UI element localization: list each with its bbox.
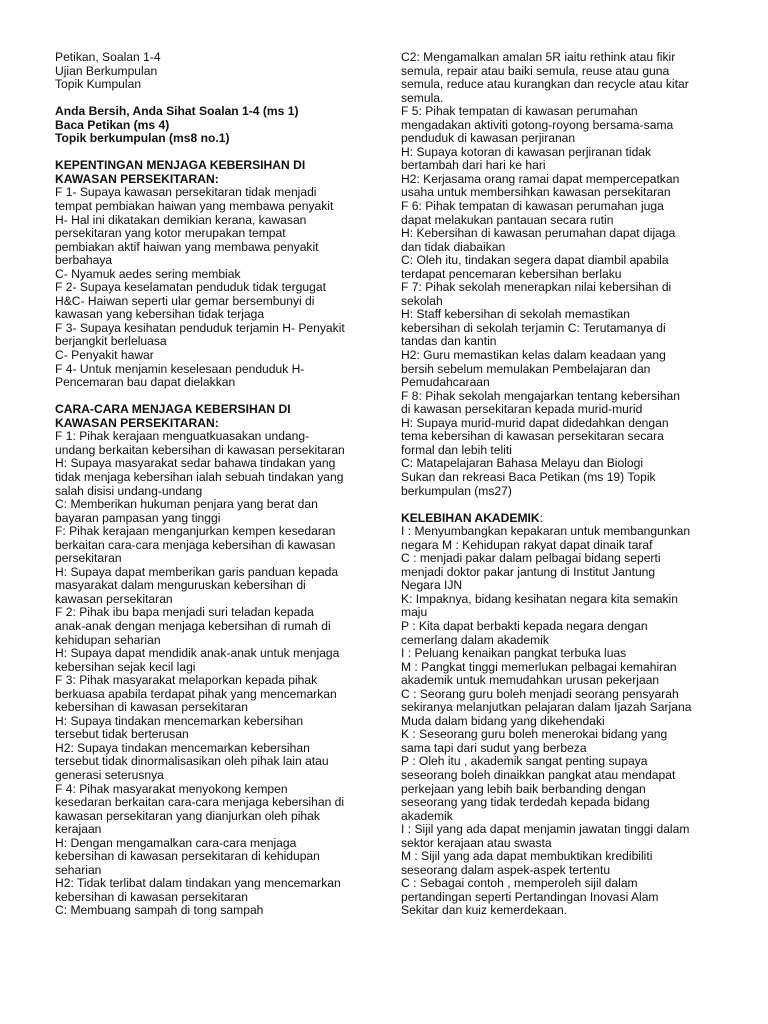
text-line: [401, 810, 743, 824]
text-line: [55, 457, 373, 471]
line-text: berkaitan cara-cara menjaga kebersihan di kawasan: [55, 537, 336, 552]
line-text: Anda Bersih, Anda Sihat Soalan 1-4 (ms 1): [55, 104, 299, 119]
text-line: [55, 701, 373, 715]
text-line: [55, 335, 373, 349]
line-text: sama tapi dari sudut yang berbeza: [401, 740, 587, 755]
text-line: [55, 51, 373, 65]
line-text: H: Kebersihan di kawasan perumahan dapat dijaga: [401, 226, 676, 241]
text-line: [401, 647, 743, 661]
line-text: M : Pangkat tinggi memerlukan pelbagai kemahiran: [401, 659, 677, 674]
line-text: F 3: Pihak masyarakat melaporkan kepada pihak: [55, 673, 318, 688]
line-text: undang berkaitan kebersihan di kawasan persekitaran: [55, 442, 345, 457]
right-column: [401, 51, 743, 918]
line-text: Sekitar dan kuiz kemerdekaan.: [401, 903, 568, 918]
line-text: F 1- Supaya kawasan persekitaran tidak menjadi: [55, 185, 317, 200]
line-text: H- Hal ini dikatakan demikian kerana, kawasan: [55, 212, 307, 227]
text-line: [401, 796, 743, 810]
line-text: sekiranya melanjutkan pelajaran dalam Ijazah Sarjana: [401, 700, 692, 715]
text-line: [401, 539, 743, 553]
line-text: pertandingan seperti Pertandingan Inovasi Alam: [401, 889, 659, 904]
paragraph-spacer: [401, 498, 743, 512]
text-line: [401, 823, 743, 837]
line-text: Muda dalam bidang yang dikehendaki: [401, 713, 605, 728]
text-line: [401, 715, 743, 729]
text-line: [55, 471, 373, 485]
line-text: terdapat pencemaran kebersihan berlaku: [401, 266, 622, 281]
text-line: [401, 661, 743, 675]
text-line: [401, 65, 743, 79]
text-line: [55, 593, 373, 607]
line-text: Sukan dan rekreasi Baca Petikan (ms 19) Topik: [401, 469, 656, 484]
text-line: [401, 485, 743, 499]
text-line: [55, 186, 373, 200]
text-line: [401, 688, 743, 702]
line-text: M : Sijil yang ada dapat membuktikan kredibiliti: [401, 849, 653, 864]
text-line: [55, 850, 373, 864]
text-line: [55, 769, 373, 783]
line-text: kesedaran berkaitan cara-cara menjaga kebersihan di: [55, 795, 345, 810]
line-text: H: Supaya tindakan mencemarkan kebersihan: [55, 713, 304, 728]
line-text: H: Supaya kotoran di kawasan perjiranan tidak: [401, 144, 652, 159]
line-text: maju: [401, 605, 428, 620]
line-text: K : Seseorang guru boleh menerokai bidang yang: [401, 727, 668, 742]
text-line: [55, 295, 373, 309]
line-text: di kawasan persekitaran kepada murid-murid: [401, 402, 643, 417]
text-line: [55, 525, 373, 539]
heading-line: [401, 512, 743, 526]
line-text: kebersihan di kawasan persekitaran: [55, 700, 248, 715]
text-line: [55, 647, 373, 661]
line-text: generasi seterusnya: [55, 767, 164, 782]
text-line: [55, 891, 373, 905]
text-line: [55, 783, 373, 797]
heading-line: [55, 159, 373, 173]
text-line: [55, 796, 373, 810]
line-text: formal dan lebih teliti: [401, 442, 512, 457]
line-text: F 4: Pihak masyarakat menyokong kempen: [55, 781, 288, 796]
text-line: [401, 593, 743, 607]
line-text: Negara IJN: [401, 578, 463, 593]
line-text: bersih sebelum memulakan Pembelajaran dan: [401, 361, 651, 376]
text-line: [401, 403, 743, 417]
line-text: berbahaya: [55, 253, 113, 268]
heading-line: [55, 403, 373, 417]
text-line: [401, 430, 743, 444]
line-text: dan tidak diabaikan: [401, 239, 506, 254]
line-text: I : Sijil yang ada dapat menjamin jawatan tinggi dalam: [401, 822, 690, 837]
text-line: [401, 173, 743, 187]
line-text: H: Dengan mengamalkan cara-cara menjaga: [55, 835, 297, 850]
text-line: [401, 783, 743, 797]
line-text: H2: Supaya tindakan mencemarkan kebersihan: [55, 740, 310, 755]
text-line: [55, 349, 373, 363]
heading-line: [55, 119, 373, 133]
line-text: Pencemaran bau dapat dielakkan: [55, 375, 236, 390]
line-text: perkejaan yang lebih baik berbanding dengan: [401, 781, 646, 796]
line-text: berjangkit berleluasa: [55, 334, 167, 349]
text-line: [55, 742, 373, 756]
text-line: [401, 620, 743, 634]
text-line: [55, 661, 373, 675]
text-line: [401, 308, 743, 322]
line-text: C : Seorang guru boleh menjadi seorang pensyarah: [401, 686, 679, 701]
line-text: Pemudahcaraan: [401, 375, 490, 390]
line-text: F: Pihak kerajaan menganjurkan kempen kesedaran: [55, 524, 336, 539]
text-line: [401, 132, 743, 146]
line-text: H: Supaya dapat mendidik anak-anak untuk menjaga: [55, 646, 340, 661]
line-text: H2: Kerjasama orang ramai dapat mempercepatkan: [401, 171, 680, 186]
text-line: [55, 227, 373, 241]
line-text: bayaran pampasan yang tinggi: [55, 510, 221, 525]
line-text: semula, repair atau baiki semula, reuse atau guna: [401, 63, 670, 78]
text-line: [55, 877, 373, 891]
text-line: [401, 241, 743, 255]
text-line: [55, 78, 373, 92]
text-line: [401, 105, 743, 119]
line-text: C2: Mengamalkan amalan 5R iaitu rethink atau fikir: [401, 50, 676, 64]
heading-line: [55, 105, 373, 119]
line-text: pembiakan aktif haiwan yang membawa penyakit: [55, 239, 319, 254]
text-line: [401, 891, 743, 905]
line-text: Baca Petikan (ms 4): [55, 117, 170, 132]
text-line: [401, 159, 743, 173]
text-line: [401, 525, 743, 539]
line-text: F 7: Pihak sekolah menerapkan nilai kebersihan di: [401, 280, 672, 295]
text-line: [401, 837, 743, 851]
text-line: [401, 877, 743, 891]
line-text: K: Impaknya, bidang kesihatan negara kita semakin: [401, 591, 678, 606]
line-text: KAWASAN PERSEKITARAN:: [55, 415, 219, 430]
text-line: [55, 363, 373, 377]
text-line: [401, 769, 743, 783]
line-text: H2: Guru memastikan kelas dalam keadaan yang: [401, 348, 666, 363]
line-text: kawasan yang kebersihan tidak terjaga: [55, 307, 265, 322]
line-text: kerajaan: [55, 822, 102, 837]
left-column: [55, 51, 373, 918]
text-line: [55, 688, 373, 702]
text-line: [401, 200, 743, 214]
text-line: [401, 214, 743, 228]
line-text: F 2- Supaya keselamatan penduduk tidak tergugat: [55, 280, 326, 295]
text-line: [401, 552, 743, 566]
paragraph-spacer: [55, 146, 373, 160]
line-text: Ujian Berkumpulan: [55, 63, 158, 78]
text-line: [55, 498, 373, 512]
line-text: H2: Tidak terlibat dalam tindakan yang mencemarkan: [55, 876, 341, 891]
text-line: [55, 254, 373, 268]
text-line: [55, 214, 373, 228]
line-text: persekitaran: [55, 551, 122, 566]
line-text: H&C- Haiwan seperti ular gemar bersembunyi di: [55, 293, 315, 308]
line-text: tersebut tidak berterusan: [55, 727, 189, 742]
line-text: persekitaran yang kotor merupakan tempat: [55, 226, 286, 241]
line-text: kebersihan di sekolah terjamin C: Terutamanya di: [401, 320, 666, 335]
heading-line: [55, 173, 373, 187]
line-text: F 3- Supaya kesihatan penduduk terjamin H- Penyakit: [55, 320, 345, 335]
text-line: [55, 241, 373, 255]
text-line: [401, 335, 743, 349]
paragraph-spacer: [55, 92, 373, 106]
text-line: [401, 376, 743, 390]
line-text: tema kebersihan di kawasan persekitaran secara: [401, 429, 664, 444]
text-line: [401, 444, 743, 458]
text-line: [55, 674, 373, 688]
heading-line: [55, 417, 373, 431]
text-line: [401, 904, 743, 918]
text-line: [401, 363, 743, 377]
text-line: [401, 755, 743, 769]
line-text: C: Memberikan hukuman penjara yang berat dan: [55, 497, 318, 512]
text-line: [401, 457, 743, 471]
line-text: I : Menyumbangkan kepakaran untuk membangunkan: [401, 524, 691, 539]
text-line: [401, 186, 743, 200]
text-line: [55, 430, 373, 444]
text-line: [55, 606, 373, 620]
line-text: kebersihan di kawasan persekitaran di kehidupan: [55, 849, 320, 864]
text-line: [401, 606, 743, 620]
text-line: [401, 119, 743, 133]
text-line: [55, 904, 373, 918]
line-text: F 1: Pihak kerajaan menguatkuasakan undang-: [55, 429, 310, 444]
text-line: [55, 823, 373, 837]
text-line: [401, 78, 743, 92]
line-text: masyarakat dalam menguruskan kebersihan di: [55, 578, 306, 593]
line-text: F 6: Pihak tempatan di kawasan perumahan juga: [401, 199, 664, 214]
text-line: [401, 864, 743, 878]
text-line: [401, 349, 743, 363]
text-line: [55, 864, 373, 878]
line-text: kebersihan di kawasan persekitaran: [55, 889, 248, 904]
line-text: Topik berkumpulan (ms8 no.1): [55, 131, 230, 146]
line-text: penduduk di kawasan perjiranan: [401, 131, 576, 146]
text-line: [55, 837, 373, 851]
line-text: kehidupan seharian: [55, 632, 161, 647]
text-line: [55, 376, 373, 390]
text-line: [55, 634, 373, 648]
heading-line: [55, 132, 373, 146]
line-text: sekolah: [401, 293, 443, 308]
text-line: [401, 92, 743, 106]
text-line: [401, 701, 743, 715]
line-text: C- Penyakit hawar: [55, 348, 154, 363]
text-line: [401, 227, 743, 241]
line-text: C- Nyamuk aedes sering membiak: [55, 266, 241, 281]
line-text: Petikan, Soalan 1-4: [55, 50, 161, 64]
line-text: seseorang boleh dinaikkan pangkat atau mendapat: [401, 767, 676, 782]
line-text: C : Sebagai contoh , memperoleh sijil dalam: [401, 876, 638, 891]
line-text: tandas dan kantin: [401, 334, 497, 349]
line-text: dapat melakukan pantauan secara rutin: [401, 212, 614, 227]
text-line: [55, 728, 373, 742]
line-text: KAWASAN PERSEKITARAN:: [55, 171, 219, 186]
text-line: [55, 512, 373, 526]
line-text: KEPENTINGAN MENJAGA KEBERSIHAN DI: [55, 158, 306, 173]
line-text: negara M : Kehidupan rakyat dapat dinaik taraf: [401, 537, 653, 552]
line-text: menjadi doktor pakar jantung di Institut Jantung: [401, 564, 656, 579]
text-line: [55, 579, 373, 593]
line-text: cemerlang dalam akademik: [401, 632, 549, 647]
line-text: anak-anak dengan menjaga kebersihan di rumah di: [55, 618, 331, 633]
line-text: seharian: [55, 862, 102, 877]
text-line: [55, 810, 373, 824]
line-text: seseorang yang tidak terdedah kepada bidang: [401, 795, 650, 810]
line-text: akademik untuk memudahkan urusan pekerjaan: [401, 673, 660, 688]
line-text: tidak menjaga kebersihan ialah sebuah tindakan yang: [55, 469, 344, 484]
line-text: semula, reduce atau kurangkan dan recycle atau kitar: [401, 77, 689, 92]
text-line: [401, 268, 743, 282]
text-line: [401, 674, 743, 688]
line-text: salah disisi undang-undang: [55, 483, 203, 498]
text-line: [401, 579, 743, 593]
text-line: [401, 254, 743, 268]
text-line: [401, 634, 743, 648]
line-text: Topik Kumpulan: [55, 77, 142, 92]
text-line: [401, 742, 743, 756]
line-text: F 4- Untuk menjamin keselesaan penduduk H-: [55, 361, 305, 376]
text-line: [55, 566, 373, 580]
line-text: kebersihan sejak kecil lagi: [55, 659, 196, 674]
text-line: [401, 146, 743, 160]
line-text: KELEBIHAN AKADEMIK: [401, 510, 540, 525]
text-line: [55, 322, 373, 336]
line-text: semula.: [401, 90, 444, 105]
line-text: C: Oleh itu, tindakan segera dapat diambil apabila: [401, 253, 669, 268]
text-line: [55, 715, 373, 729]
line-text: H: Supaya masyarakat sedar bahawa tindakan yang: [55, 456, 336, 471]
line-text: H: Staff kebersihan di sekolah memastikan: [401, 307, 631, 322]
line-text: H: Supaya murid-murid dapat didedahkan dengan: [401, 415, 669, 430]
line-text: usaha untuk membersihkan kawasan persekitaran: [401, 185, 671, 200]
text-line: [55, 485, 373, 499]
line-text: F 5: Pihak tempatan di kawasan perumahan: [401, 104, 638, 119]
text-line: [401, 566, 743, 580]
text-line: [55, 755, 373, 769]
text-line: [401, 417, 743, 431]
line-text: I : Peluang kenaikan pangkat terbuka luas: [401, 646, 627, 661]
line-text: sektor kerajaan atau swasta: [401, 835, 552, 850]
line-text: tempat pembiakan haiwan yang membawa penyakit: [55, 199, 334, 214]
line-text: kawasan persekitaran yang dianjurkan oleh pihak: [55, 808, 320, 823]
line-text: CARA-CARA MENJAGA KEBERSIHAN DI: [55, 402, 291, 417]
text-line: [55, 539, 373, 553]
line-text: mengadakan aktiviti gotong-royong bersama-sama: [401, 117, 674, 132]
line-text: berkumpulan (ms27): [401, 483, 512, 498]
paragraph-spacer: [55, 390, 373, 404]
text-line: [55, 65, 373, 79]
text-line: [55, 620, 373, 634]
line-text: F 2: Pihak ibu bapa menjadi suri teladan kepada: [55, 605, 314, 620]
text-line: [401, 295, 743, 309]
text-line: [55, 552, 373, 566]
text-line: [55, 200, 373, 214]
line-text: seseorang dalam aspek-aspek tertentu: [401, 862, 611, 877]
text-line: [401, 322, 743, 336]
line-text: bertambah dari hari ke hari: [401, 158, 546, 173]
line-text: P : Kita dapat berbakti kepada negara dengan: [401, 618, 648, 633]
line-text: C: Membuang sampah di tong sampah: [55, 903, 264, 918]
line-text: C: Matapelajaran Bahasa Melayu dan Biologi: [401, 456, 644, 471]
text-line: [55, 308, 373, 322]
line-text: kawasan persekitaran: [55, 591, 173, 606]
line-tail: :: [539, 510, 544, 525]
text-line: [401, 281, 743, 295]
text-line: [401, 51, 743, 65]
text-line: [55, 268, 373, 282]
line-text: akademik: [401, 808, 453, 823]
text-line: [401, 390, 743, 404]
text-line: [401, 471, 743, 485]
line-text: P : Oleh itu , akademik sangat penting supaya: [401, 754, 648, 769]
text-line: [401, 850, 743, 864]
line-text: F 8: Pihak sekolah mengajarkan tentang kebersihan: [401, 388, 681, 403]
line-text: tersebut tidak dinormalisasikan oleh pihak lain atau: [55, 754, 329, 769]
line-text: berkuasa apabila terdapat pihak yang mencemarkan: [55, 686, 337, 701]
line-text: C : menjadi pakar dalam pelbagai bidang seperti: [401, 551, 661, 566]
text-line: [55, 444, 373, 458]
line-text: H: Supaya dapat memberikan garis panduan kepada: [55, 564, 339, 579]
text-line: [55, 281, 373, 295]
text-line: [401, 728, 743, 742]
